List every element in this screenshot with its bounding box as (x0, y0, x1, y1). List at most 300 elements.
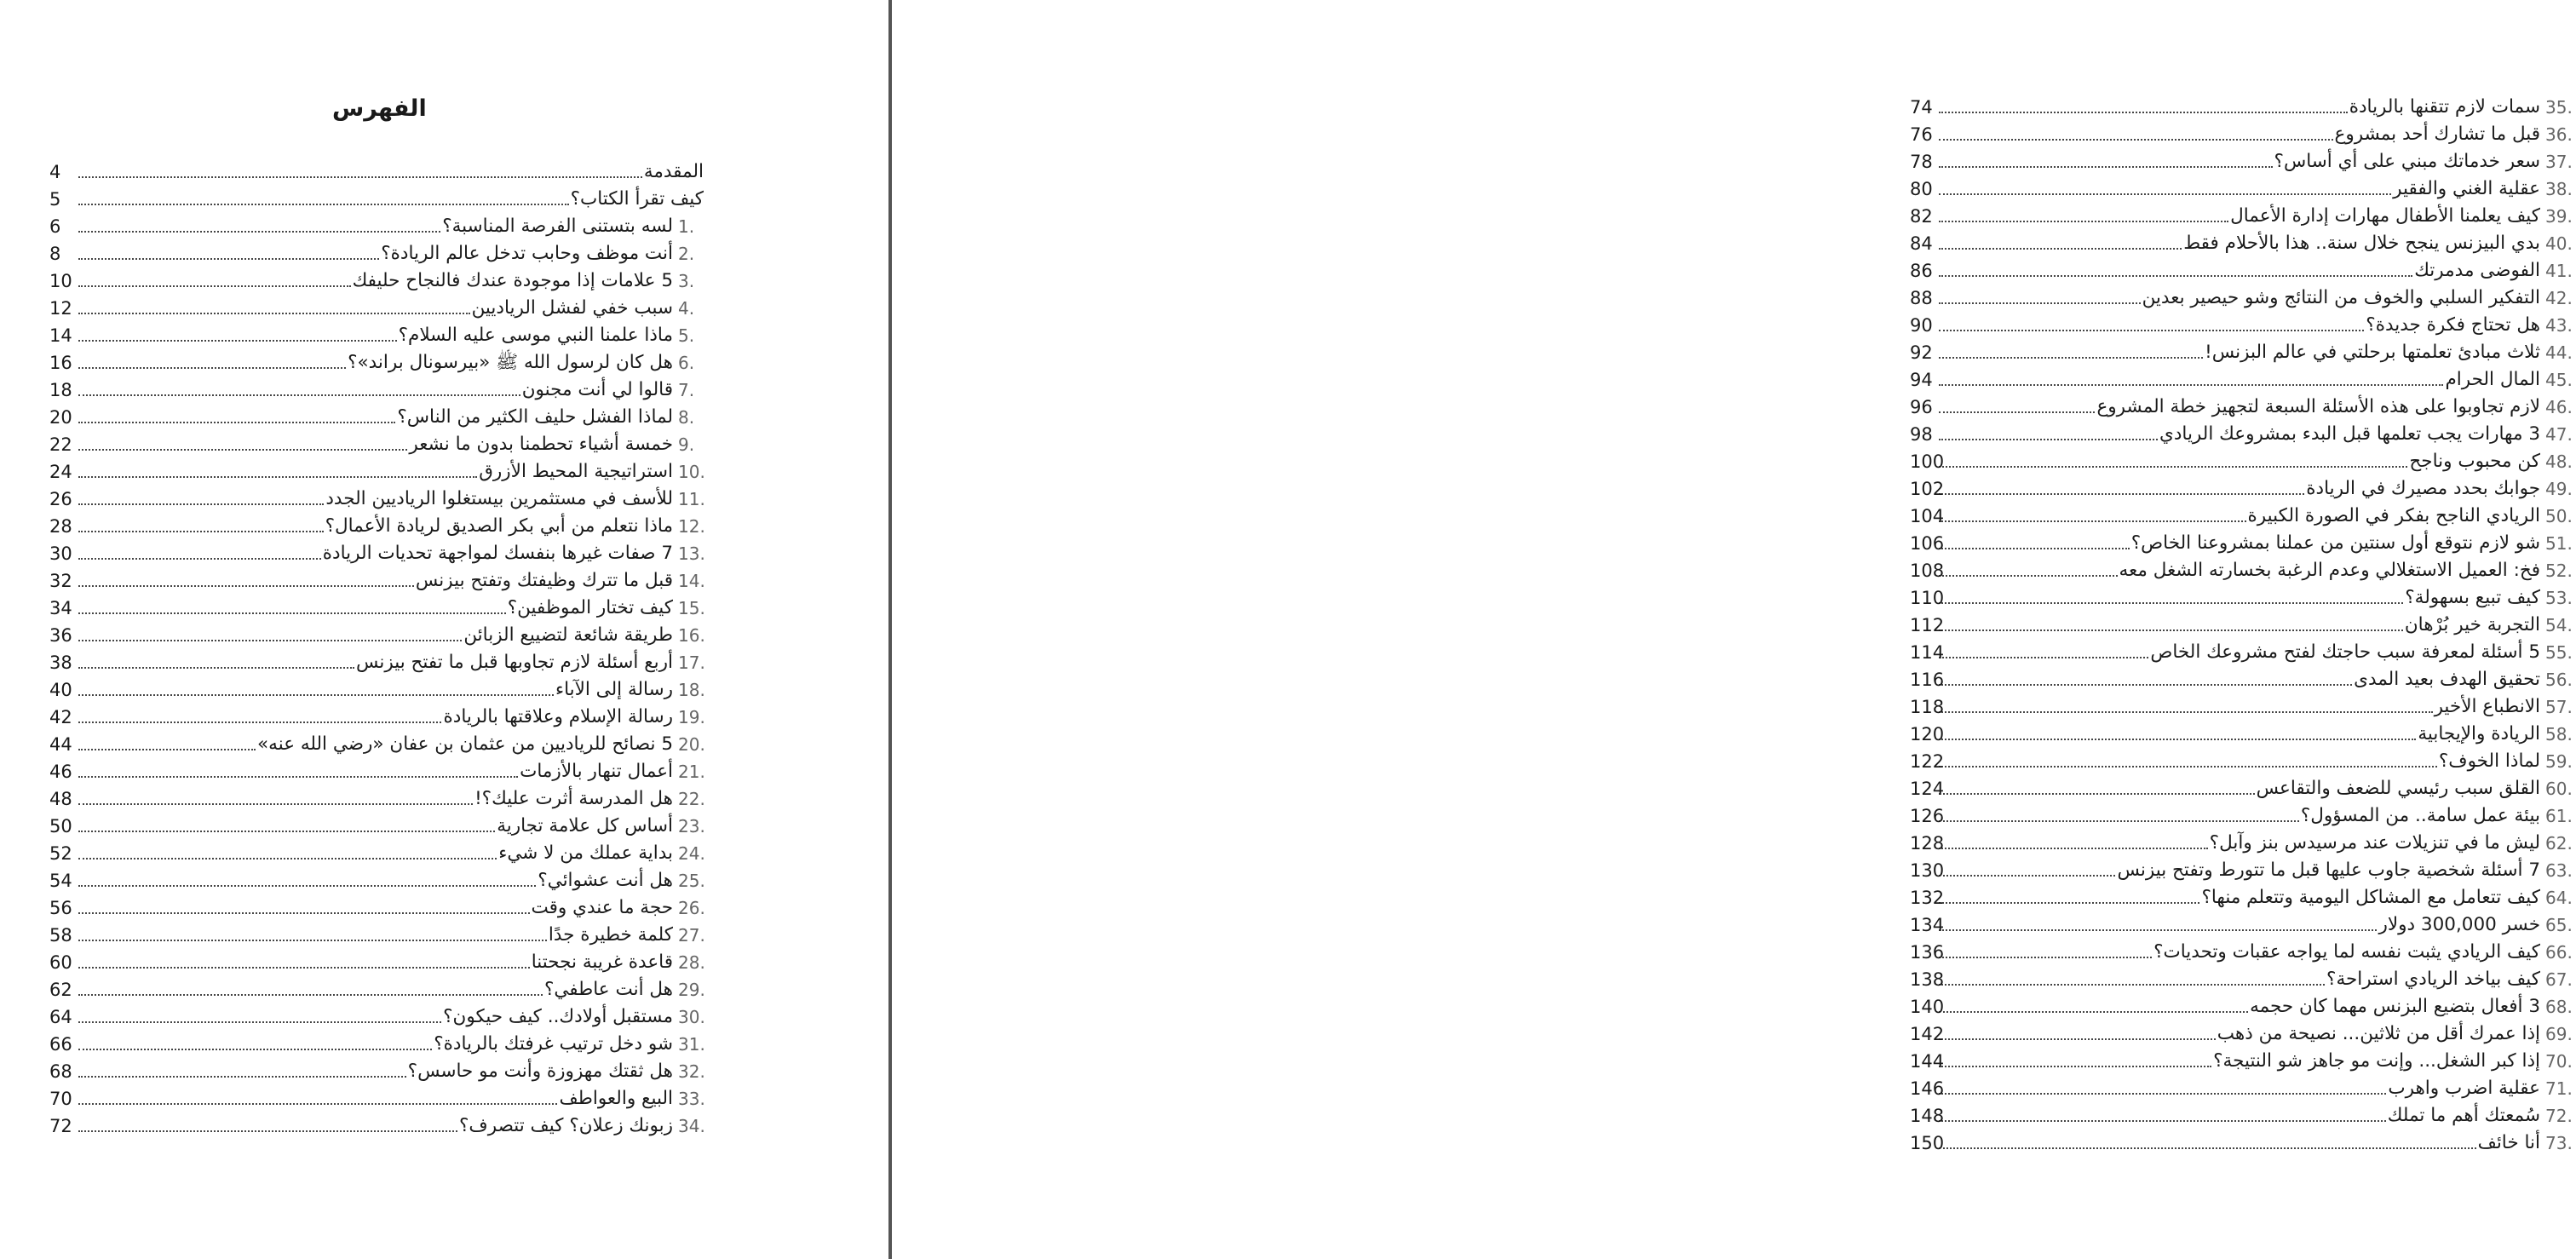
toc-entry-number: 15. (678, 598, 705, 618)
toc-entry[interactable] (1910, 199, 2576, 227)
toc-dot-leader (78, 721, 441, 723)
toc-dot-leader (78, 1021, 441, 1023)
toc-entry[interactable] (49, 591, 709, 618)
toc-entry[interactable] (49, 782, 709, 809)
toc-entry-page-number: 32 (49, 571, 72, 591)
toc-entry-title: الريادي الناجح بفكر في الصورة الكبيرة (2247, 505, 2540, 526)
toc-entry-page-number: 116 (1910, 670, 1945, 690)
toc-entry[interactable] (1910, 417, 2576, 445)
toc-dot-leader (1939, 684, 2352, 686)
toc-entry-title: كيف يعلمنا الأطفال مهارات إدارة الأعمال (2230, 205, 2540, 227)
toc-entry-title: كلمة خطيرة جدًا (548, 924, 673, 946)
toc-entry-title: كيف تختار الموظفين؟ (507, 597, 673, 618)
toc-entry-number: 30. (678, 1007, 705, 1027)
toc-dot-leader (1939, 1120, 2386, 1122)
toc-entry-number: 27. (678, 925, 705, 946)
toc-entry[interactable] (1910, 336, 2576, 363)
toc-dot-leader (1939, 902, 2199, 904)
toc-entry-number: 11. (678, 489, 705, 509)
toc-entry-number: 26. (678, 898, 705, 918)
toc-entry-number: 43. (2545, 315, 2573, 336)
toc-entry-number: 54. (2545, 615, 2573, 635)
toc-entry[interactable] (49, 973, 709, 1000)
toc-entry-title: ماذا علمنا النبي موسى عليه السلام؟ (398, 325, 673, 346)
toc-entry-page-number: 62 (49, 980, 72, 1000)
toc-dot-leader (1939, 548, 2130, 549)
toc-entry-number: 40. (2545, 233, 2573, 254)
toc-entry-title: المقدمة (643, 161, 704, 182)
toc-entry-number: 19. (678, 707, 705, 727)
toc-entry[interactable] (49, 210, 709, 237)
toc-entry[interactable] (1910, 717, 2576, 744)
toc-entry-page-number: 40 (49, 680, 72, 700)
toc-dot-leader (1939, 793, 2255, 795)
toc-entry[interactable] (1910, 554, 2576, 581)
toc-entry-title: 7 صفات غيرها بنفسك لمواجهة تحديات الريادة (322, 543, 673, 564)
toc-entry[interactable] (1910, 254, 2576, 281)
toc-dot-leader (78, 1049, 432, 1050)
toc-entry[interactable] (49, 1027, 709, 1055)
toc-entry-page-number: 92 (1910, 342, 1933, 363)
toc-entry-number: 47. (2545, 424, 2573, 445)
toc-entry-number: 48. (2545, 451, 2573, 472)
toc-entry-title: كيف بياخد الريادي استراحة؟ (2326, 969, 2540, 990)
toc-entry[interactable] (49, 564, 709, 591)
toc-entry[interactable] (1910, 963, 2576, 990)
toc-entry-title: مستقبل أولادك.. كيف حيكون؟ (443, 1006, 673, 1027)
toc-entry[interactable] (1910, 581, 2576, 608)
toc-entry-title: هل أنت عاطفي؟ (543, 979, 673, 1000)
toc-entry-number: 59. (2545, 751, 2573, 772)
toc-dot-leader (1939, 411, 2095, 413)
toc-entry-page-number: 42 (49, 707, 72, 727)
toc-entry-title: كيف تقرأ الكتاب؟ (570, 188, 704, 210)
toc-entry-title: إذا كبر الشغل... وإنت مو جاهز شو النتيجة؟ (2213, 1050, 2540, 1072)
toc-entry-number: 71. (2545, 1078, 2573, 1099)
toc-entry[interactable] (1910, 854, 2576, 881)
toc-dot-leader (78, 231, 440, 233)
toc-entry[interactable] (49, 182, 709, 210)
toc-dot-leader (78, 1130, 457, 1132)
toc-entry[interactable] (1910, 1072, 2576, 1099)
toc-entry-title: هل ثقتك مهزوزة وأنت مو حاسس؟ (407, 1061, 673, 1082)
toc-entry[interactable] (1910, 499, 2576, 526)
toc-entry-number: 68. (2545, 997, 2573, 1017)
toc-entry[interactable] (1910, 608, 2576, 635)
toc-entry-page-number: 110 (1910, 588, 1945, 608)
toc-entry-page-number: 136 (1910, 942, 1945, 963)
toc-entry-page-number: 132 (1910, 888, 1945, 908)
toc-dot-leader (1939, 739, 2416, 740)
toc-dot-leader (78, 803, 473, 805)
toc-entry-page-number: 74 (1910, 97, 1933, 118)
toc-entry-number: 1. (678, 216, 695, 237)
toc-entry-number: 58. (2545, 724, 2573, 744)
toc-entry-page-number: 56 (49, 898, 72, 918)
toc-entry[interactable] (1910, 908, 2576, 935)
toc-entry[interactable] (49, 646, 709, 673)
toc-entry-title: 5 نصائح للرياديين من عثمان بن عفان «رضي الله عنه» (257, 733, 673, 755)
toc-entry[interactable] (1910, 799, 2576, 826)
toc-entry-page-number: 52 (49, 843, 72, 864)
toc-entry-page-number: 44 (49, 734, 72, 755)
toc-entry-page-number: 90 (1910, 315, 1933, 336)
toc-entry-title: عقلية اضرب واهرب (2388, 1078, 2540, 1099)
toc-entry-page-number: 104 (1910, 506, 1945, 526)
toc-dot-leader (1939, 657, 2148, 658)
toc-entry-title: هل المدرسة أثرت عليك؟! (474, 788, 673, 809)
toc-entry-number: 35. (2545, 97, 2573, 118)
toc-entry-page-number: 46 (49, 762, 72, 782)
toc-entry-page-number: 14 (49, 325, 72, 346)
toc-entry-title: خمسة أشياء تحطمنا بدون ما نشعر (409, 434, 673, 455)
toc-entry-page-number: 94 (1910, 370, 1933, 390)
toc-entry[interactable] (1910, 526, 2576, 554)
toc-entry-title: لماذا الفشل حليف الكثير من الناس؟ (397, 406, 673, 428)
toc-entry[interactable] (49, 155, 709, 182)
toc-entry-number: 37. (2545, 152, 2573, 172)
toc-entry[interactable] (49, 1082, 709, 1109)
toc-entry[interactable] (49, 1000, 709, 1027)
toc-entry[interactable] (1910, 90, 2576, 118)
toc-entry-title: 3 أفعال بتضيع البزنس مهما كان حجمه (2250, 996, 2540, 1017)
toc-entry-number: 61. (2545, 806, 2573, 826)
toc-entry[interactable] (49, 319, 709, 346)
toc-dot-leader (78, 176, 642, 178)
toc-entry-number: 51. (2545, 533, 2573, 554)
toc-entry[interactable] (1910, 690, 2576, 717)
toc-entry-number: 49. (2545, 479, 2573, 499)
toc-entry[interactable] (49, 809, 709, 836)
toc-entry[interactable] (49, 346, 709, 373)
toc-entry-title: بداية عملك من لا شيء (498, 842, 673, 864)
toc-entry-number: 70. (2545, 1051, 2573, 1072)
toc-entry[interactable] (1910, 826, 2576, 854)
toc-entry[interactable] (49, 373, 709, 400)
toc-dot-leader (78, 967, 530, 969)
toc-dot-leader (1939, 1066, 2211, 1067)
toc-entry-title: القلق سبب رئيسي للضعف والتقاعس (2256, 778, 2540, 799)
toc-dot-leader (1939, 820, 2299, 822)
toc-entry[interactable] (49, 509, 709, 537)
toc-entry-page-number: 98 (1910, 424, 1933, 445)
toc-entry[interactable] (1910, 308, 2576, 336)
toc-entry-page-number: 148 (1910, 1106, 1945, 1126)
toc-entry-number: 32. (678, 1061, 705, 1082)
toc-entry-title: للأسف في مستثمرين بيستغلوا الرياديين الجدد (325, 488, 673, 509)
toc-entry-title: 7 أسئلة شخصية جاوب عليها قبل ما تتورط وتفتح بيزنس (2117, 859, 2540, 881)
toc-entry-title: رسالة الإسلام وعلاقتها بالريادة (443, 706, 673, 727)
toc-dot-leader (78, 640, 462, 641)
toc-entry[interactable] (1910, 281, 2576, 308)
toc-entry-page-number: 34 (49, 598, 72, 618)
toc-entry-number: 53. (2545, 588, 2573, 608)
toc-entry-title: الريادة والإيجابية (2418, 723, 2540, 744)
toc-dot-leader (1939, 984, 2325, 986)
toc-entry-title: قالوا لي أنت مجنون (521, 379, 673, 400)
toc-dot-leader (78, 531, 324, 532)
toc-entry-title: سمات لازم تتقنها بالريادة (2349, 96, 2540, 118)
toc-entry-page-number: 48 (49, 789, 72, 809)
toc-dot-leader (1939, 193, 2391, 195)
toc-dot-leader (78, 503, 324, 505)
toc-entry-title: سُمعتك أهم ما تملك (2387, 1105, 2540, 1126)
toc-entry-page-number: 58 (49, 925, 72, 946)
toc-entry-page-number: 142 (1910, 1024, 1945, 1044)
toc-entry[interactable] (1910, 118, 2576, 145)
toc-dot-leader (78, 694, 554, 696)
toc-entry[interactable] (49, 727, 709, 755)
toc-entry-title: هل أنت عشوائي؟ (538, 870, 673, 891)
toc-entry[interactable] (1910, 390, 2576, 417)
toc-entry-number: 4. (678, 298, 695, 319)
toc-entry-number: 45. (2545, 370, 2573, 390)
toc-entry-page-number: 64 (49, 1007, 72, 1027)
toc-entry-page-number: 68 (49, 1061, 72, 1082)
toc-entry[interactable] (49, 264, 709, 291)
toc-dot-leader (78, 449, 407, 451)
toc-entry-title: فخ: العميل الاستغلالي وعدم الرغبة بخسارته الشغل معه (2119, 560, 2540, 581)
toc-entry-number: 28. (678, 952, 705, 973)
toc-dot-leader (1939, 575, 2118, 577)
toc-entry-page-number: 70 (49, 1089, 72, 1109)
toc-dot-leader (78, 313, 470, 314)
page-title: الفهرس (332, 95, 427, 122)
toc-entry[interactable] (1910, 881, 2576, 908)
toc-entry-title: ماذا نتعلم من أبي بكر الصديق لريادة الأعمال؟ (325, 515, 673, 537)
toc-dot-leader (1939, 602, 2403, 604)
toc-entry-title: 5 علامات إذا موجودة عندك فالنجاح حليفك (352, 270, 673, 291)
toc-entry[interactable] (49, 482, 709, 509)
toc-entry-number: 39. (2545, 206, 2573, 227)
toc-entry-title: طريقة شائعة لتضييع الزبائن (463, 624, 673, 646)
toc-entry-page-number: 100 (1910, 451, 1945, 472)
toc-entry-title: إذا عمرك أقل من ثلاثين... نصيحة من ذهب (2217, 1023, 2540, 1044)
toc-entry[interactable] (49, 291, 709, 319)
toc-entry-page-number: 80 (1910, 179, 1933, 199)
toc-entry-page-number: 10 (49, 271, 72, 291)
toc-entry-page-number: 12 (49, 298, 72, 319)
left-page (0, 0, 889, 1259)
toc-entry-number: 73. (2545, 1133, 2573, 1153)
toc-entry-number: 5. (678, 325, 695, 346)
toc-entry-title: استراتيجية المحيط الأزرق (479, 461, 673, 482)
toc-dot-leader (78, 585, 414, 587)
toc-entry-title: سبب خفي لفشل الرياديين (471, 297, 673, 319)
toc-entry[interactable] (49, 755, 709, 782)
toc-entry-number: 72. (2545, 1106, 2573, 1126)
toc-dot-leader (78, 994, 543, 996)
right-page (893, 0, 2573, 1259)
toc-entry-page-number: 5 (49, 189, 61, 210)
toc-entry-title: التجربة خير بُرْهان (2404, 614, 2540, 635)
toc-entry-title: أنا خائف (2477, 1132, 2540, 1153)
toc-entry-number: 56. (2545, 670, 2573, 690)
toc-dot-leader (1939, 630, 2403, 631)
toc-entry-page-number: 114 (1910, 642, 1945, 663)
toc-entry-title: أنت موظف وحابب تدخل عالم الريادة؟ (381, 243, 673, 264)
toc-dot-leader (1939, 275, 2412, 277)
toc-dot-leader (1939, 493, 2304, 495)
toc-entry-number: 2. (678, 244, 695, 264)
toc-entry-number: 20. (678, 734, 705, 755)
toc-entry-number: 50. (2545, 506, 2573, 526)
toc-dot-leader (1939, 384, 2443, 386)
toc-entry-title: شو دخل ترتيب غرفتك بالريادة؟ (434, 1033, 673, 1055)
toc-entry-number: 22. (678, 789, 705, 809)
toc-entry[interactable] (49, 946, 709, 973)
toc-entry[interactable] (49, 1055, 709, 1082)
toc-dot-leader (1939, 466, 2407, 468)
toc-entry[interactable] (49, 700, 709, 727)
toc-dot-leader (1939, 848, 2208, 849)
toc-entry-page-number: 118 (1910, 697, 1945, 717)
toc-dot-leader (78, 476, 477, 478)
toc-entry-number: 29. (678, 980, 705, 1000)
toc-entry[interactable] (49, 237, 709, 264)
toc-entry-page-number: 102 (1910, 479, 1945, 499)
toc-dot-leader (78, 422, 395, 423)
toc-entry-page-number: 146 (1910, 1078, 1945, 1099)
toc-entry-page-number: 144 (1910, 1051, 1945, 1072)
toc-entry-page-number: 38 (49, 652, 72, 673)
toc-entry[interactable] (1910, 990, 2576, 1017)
toc-entry-page-number: 20 (49, 407, 72, 428)
toc-entry-number: 69. (2545, 1024, 2573, 1044)
toc-entry-page-number: 150 (1910, 1133, 1945, 1153)
toc-dot-leader (78, 340, 397, 342)
toc-dot-leader (78, 204, 569, 205)
toc-entry-page-number: 60 (49, 952, 72, 973)
toc-entry-title: بيئة عمل سامة.. من المسؤول؟ (2300, 805, 2540, 826)
toc-entry-number: 67. (2545, 969, 2573, 990)
toc-entry-page-number: 126 (1910, 806, 1945, 826)
toc-dot-leader (78, 285, 351, 287)
toc-entry-title: جوابك بحدد مصيرك في الريادة (2306, 478, 2540, 499)
toc-dot-leader (1939, 357, 2203, 359)
toc-entry[interactable] (1910, 227, 2576, 254)
toc-entry-page-number: 128 (1910, 833, 1945, 854)
toc-entry[interactable] (49, 891, 709, 918)
toc-entry-title: كيف تبيع بسهولة؟ (2405, 587, 2540, 608)
toc-dot-leader (78, 858, 497, 859)
toc-entry-title: الفوضى مدمرتك (2414, 260, 2540, 281)
toc-entry[interactable] (1910, 772, 2576, 799)
toc-dot-leader (1939, 520, 2246, 522)
toc-entry[interactable] (1910, 472, 2576, 499)
toc-entry-number: 62. (2545, 833, 2573, 854)
toc-entry-number: 14. (678, 571, 705, 591)
toc-entry-page-number: 24 (49, 462, 72, 482)
toc-dot-leader (1939, 439, 2158, 440)
toc-entry[interactable] (49, 455, 709, 482)
toc-entry[interactable] (1910, 1044, 2576, 1072)
toc-entry-title: 3 مهارات يجب تعلمها قبل البدء بمشروعك الريادي (2159, 423, 2540, 445)
toc-entry[interactable] (1910, 1126, 2576, 1153)
toc-entry-title: سعر خدماتك مبني على أي أساس؟ (2274, 151, 2540, 172)
toc-entry-title: كيف تتعامل مع المشاكل اليومية وتتعلم منها؟ (2201, 887, 2540, 908)
toc-entry-number: 7. (678, 380, 695, 400)
toc-entry[interactable] (49, 1109, 709, 1136)
toc-entry-title: هل كان لرسول الله ﷺ «بيرسونال براند»؟ (348, 352, 673, 373)
toc-dot-leader (1939, 221, 2228, 222)
toc-entry-title: كيف الريادي يثبت نفسه لما يواجه عقبات وتحديات؟ (2153, 941, 2540, 963)
toc-entry[interactable] (1910, 635, 2576, 663)
toc-dot-leader (1939, 302, 2141, 304)
toc-dot-leader (78, 258, 379, 260)
toc-entry-page-number: 4 (49, 162, 61, 182)
toc-entry-title: التفكير السلبي والخوف من النتائج وشو حيصير بعدين (2142, 287, 2540, 308)
toc-entry-number: 66. (2545, 942, 2573, 963)
toc-entry-number: 42. (2545, 288, 2573, 308)
toc-entry[interactable] (1910, 145, 2576, 172)
toc-list-left (49, 155, 709, 1136)
toc-entry-page-number: 130 (1910, 860, 1945, 881)
toc-entry-number: 12. (678, 516, 705, 537)
toc-entry-number: 33. (678, 1089, 705, 1109)
toc-entry-title: خسر 300,000 دولار (2378, 914, 2540, 935)
toc-entry-title: لماذا الخوف؟ (2438, 750, 2540, 772)
toc-entry-number: 63. (2545, 860, 2573, 881)
toc-dot-leader (1939, 1147, 2476, 1149)
toc-entry-title: أساس كل علامة تجارية (497, 815, 673, 836)
toc-entry-number: 23. (678, 816, 705, 836)
toc-entry[interactable] (1910, 445, 2576, 472)
toc-entry-title: البيع والعواطف (559, 1088, 673, 1109)
toc-entry-number: 60. (2545, 779, 2573, 799)
toc-entry[interactable] (49, 618, 709, 646)
toc-entry[interactable] (1910, 1099, 2576, 1126)
toc-entry-page-number: 96 (1910, 397, 1933, 417)
toc-entry-page-number: 82 (1910, 206, 1933, 227)
toc-entry[interactable] (1910, 663, 2576, 690)
toc-entry-title: الانطباع الأخير (2434, 696, 2540, 717)
toc-entry-page-number: 86 (1910, 261, 1933, 281)
toc-entry-title: حجة ما عندي وقت (531, 897, 673, 918)
toc-entry-page-number: 76 (1910, 124, 1933, 145)
toc-entry-page-number: 106 (1910, 533, 1945, 554)
toc-entry-number: 31. (678, 1034, 705, 1055)
toc-entry[interactable] (49, 537, 709, 564)
toc-entry-page-number: 16 (49, 353, 72, 373)
toc-dot-leader (78, 1076, 406, 1078)
toc-dot-leader (1939, 1038, 2216, 1040)
toc-entry-title: لسه بتستنى الفرصة المناسبة؟ (442, 216, 673, 237)
toc-entry[interactable] (1910, 744, 2576, 772)
toc-entry[interactable] (49, 918, 709, 946)
toc-entry-number: 8. (678, 407, 695, 428)
toc-dot-leader (1939, 711, 2433, 713)
toc-entry-title: ليش ما في تنزيلات عند مرسيدس بنز وآبل؟ (2209, 832, 2540, 854)
toc-entry[interactable] (49, 864, 709, 891)
toc-entry-number: 16. (678, 625, 705, 646)
toc-entry-title: عقلية الغني والفقير (2393, 178, 2540, 199)
toc-entry[interactable] (1910, 363, 2576, 390)
toc-entry-page-number: 50 (49, 816, 72, 836)
toc-entry[interactable] (1910, 935, 2576, 963)
toc-entry[interactable] (49, 400, 709, 428)
toc-entry[interactable] (49, 836, 709, 864)
toc-entry-title: هل تحتاج فكرة جديدة؟ (2366, 314, 2540, 336)
toc-dot-leader (1939, 139, 2333, 141)
toc-entry-number: 18. (678, 680, 705, 700)
toc-entry-number: 3. (678, 271, 695, 291)
toc-entry[interactable] (1910, 1017, 2576, 1044)
toc-entry[interactable] (49, 428, 709, 455)
toc-entry[interactable] (49, 673, 709, 700)
toc-entry-page-number: 140 (1910, 997, 1945, 1017)
toc-entry[interactable] (1910, 172, 2576, 199)
